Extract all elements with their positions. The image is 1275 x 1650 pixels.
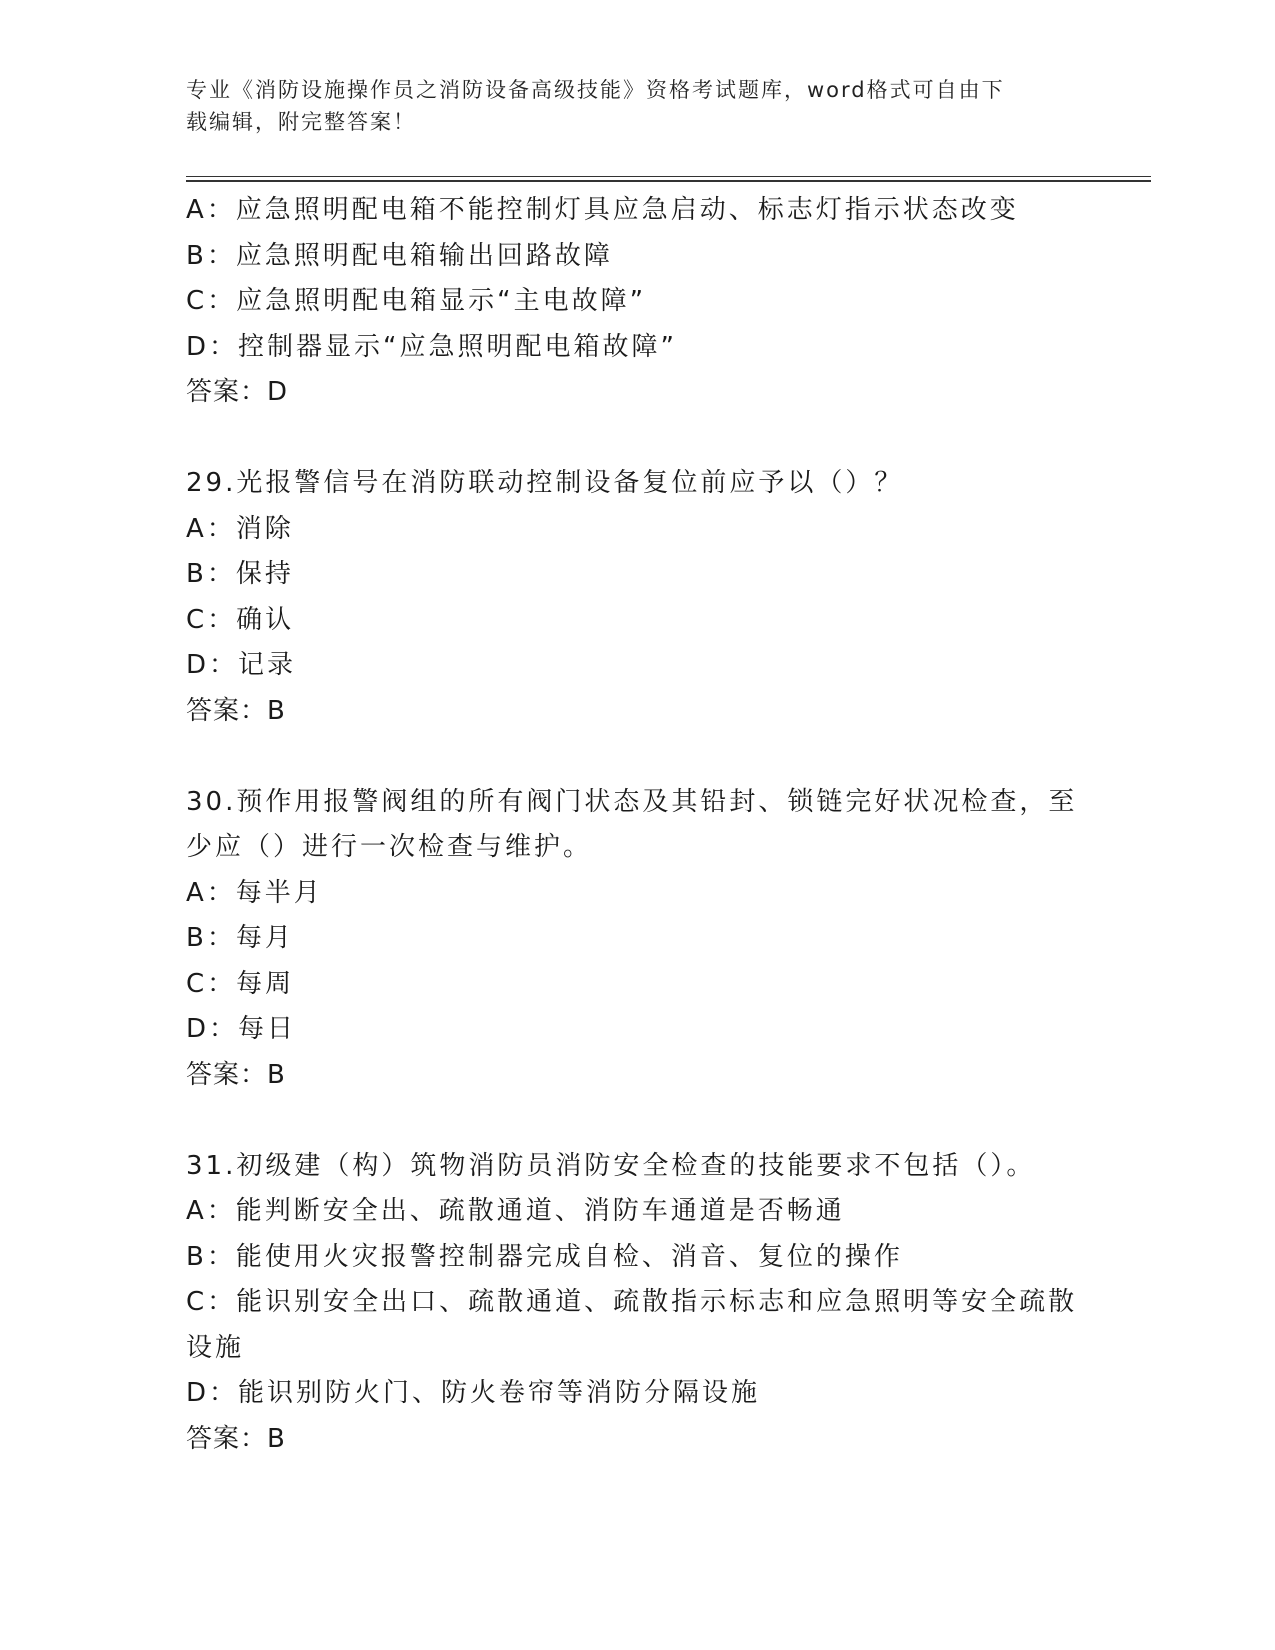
option-c-continued: 设施 [186,1332,245,1363]
question-stem: 31.初级建（构）筑物消防员消防安全检查的技能要求不包括（）。 [186,1150,1036,1181]
question-28-continuation [186,188,1086,416]
header-divider-thick [186,180,1151,182]
answer-line: 答案：B [186,695,286,726]
question-stem-continued: 少应（）进行一次检查与维护。 [186,832,593,862]
header-line-1: 专业《消防设施操作员之消防设备高级技能》资格考试题库，word格式可自由下 [186,78,1005,102]
spacer [186,416,1086,462]
option-c: C：应急照明配电箱显示“主电故障” [186,286,647,316]
option-a: A：消除 [186,513,294,544]
option-b: B：应急照明配电箱输出回路故障 [186,240,613,271]
option-c: C：能识别安全出口、疏散通道、疏散指示标志和应急照明等安全疏散 [186,1287,1078,1317]
question-31 [186,1144,1086,1463]
option-b: B：能使用火灾报警控制器完成自检、消音、复位的操作 [186,1241,903,1272]
answer-line: 答案：D [186,377,289,407]
option-d: D：每日 [186,1014,297,1044]
option-b: B：保持 [186,559,294,589]
answer-line: 答案：B [186,1423,286,1454]
answer-line: 答案：B [186,1059,286,1090]
question-stem: 29.光报警信号在消防联动控制设备复位前应予以（）？ [186,468,904,498]
question-30 [186,780,1086,1099]
option-d: D：能识别防火门、防火卷帘等消防分隔设施 [186,1378,761,1408]
header-line-2: 载编辑，附完整答案！ [186,110,416,134]
option-a: A：应急照明配电箱不能控制灯具应急启动、标志灯指示状态改变 [186,195,1019,225]
spacer [186,734,1086,780]
option-b: B：每月 [186,923,294,953]
option-c: C：确认 [186,604,295,635]
option-a: A：能判断安全出、疏散通道、消防车通道是否畅通 [186,1196,845,1226]
question-content [186,188,1086,1462]
document-header [186,74,1086,138]
spacer [186,1098,1086,1144]
question-stem: 30.预作用报警阀组的所有阀门状态及其铅封、锁链完好状况检查，至 [186,786,1078,817]
option-d: D：记录 [186,650,297,680]
option-d: D：控制器显示“应急照明配电箱故障” [186,331,677,362]
header-divider-thin [186,176,1151,177]
option-c: C：每周 [186,968,295,999]
option-a: A：每半月 [186,877,323,908]
question-29 [186,461,1086,734]
